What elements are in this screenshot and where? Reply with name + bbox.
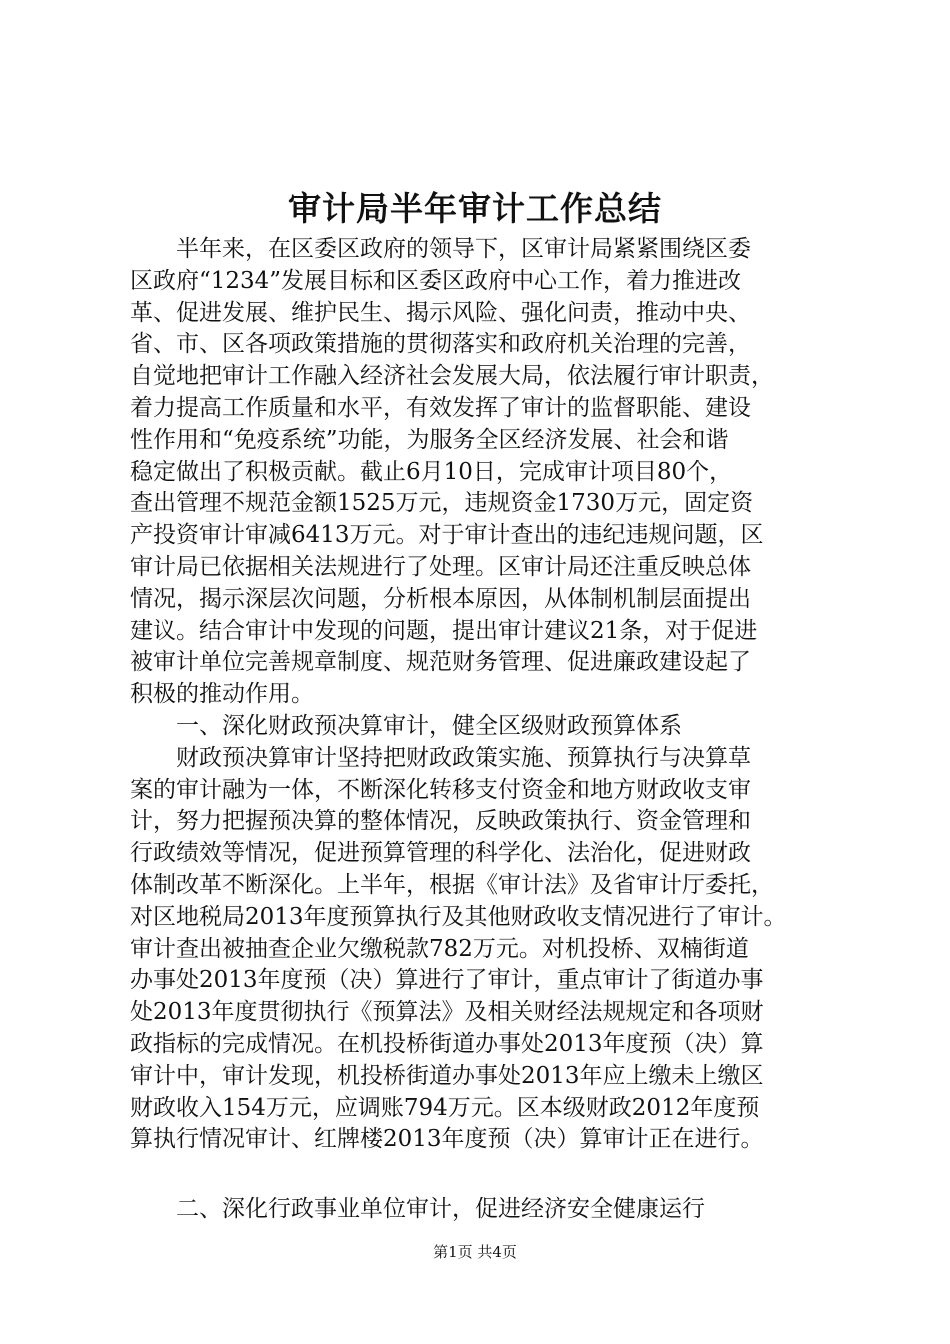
blank-line: [130, 1156, 830, 1194]
paragraph-line: 省、市、区各项政策措施的贯彻落实和政府机关治理的完善，: [130, 331, 751, 358]
paragraph-line: 积极的推动作用。: [130, 681, 314, 708]
paragraph-line: 处2013年度贯彻执行《预算法》及相关财经法规规定和各项财: [130, 999, 764, 1026]
paragraph-line: 性作用和“免疫系统”功能，为服务全区经济发展、社会和谐: [130, 426, 729, 453]
paragraph-line: 审计局已依据相关法规进行了处理。区审计局还注重反映总体: [130, 553, 751, 580]
section-heading: 一、深化财政预决算审计，健全区级财政预算体系: [176, 712, 682, 739]
paragraph-line: 财政收入154万元，应调账794万元。区本级财政2012年度预: [130, 1094, 760, 1121]
paragraph-line: 被审计单位完善规章制度、规范财务管理、促进廉政建设起了: [130, 649, 751, 676]
paragraph-line: 体制改革不断深化。上半年，根据《审计法》及省审计厅委托，: [130, 871, 774, 898]
paragraph-line: 政指标的完成情况。在机投桥街道办事处2013年度预（决）算: [130, 1030, 764, 1057]
paragraph-line: 计，努力把握预决算的整体情况，反映政策执行、资金管理和: [130, 808, 751, 835]
paragraph-line: 半年来，在区委区政府的领导下，区审计局紧紧围绕区委: [176, 236, 751, 262]
paragraph-line: 区政府“1234”发展目标和区委区政府中心工作，着力推进改: [130, 267, 742, 294]
paragraph-line: 情况，揭示深层次问题，分析根本原因，从体制机制层面提出: [130, 585, 751, 612]
paragraph-line: 算执行情况审计、红牌楼2013年度预（决）算审计正在进行。: [130, 1126, 764, 1153]
paragraph-line: 办事处2013年度预（决）算进行了审计，重点审计了街道办事: [130, 967, 764, 994]
paragraph-line: 建议。结合审计中发现的问题，提出审计建议21条，对于促进: [130, 617, 758, 644]
paragraph-line: 革、促进发展、维护民生、揭示风险、强化问责，推动中央、: [130, 299, 751, 326]
paragraph-line: 产投资审计审减6413万元。对于审计查出的违纪违规问题，区: [130, 522, 764, 549]
page-footer: 第1页 共4页: [433, 1243, 517, 1261]
paragraph-line: 着力提高工作质量和水平，有效发挥了审计的监督职能、建设: [130, 394, 751, 421]
section-heading: 二、深化行政事业单位审计，促进经济安全健康运行: [176, 1196, 705, 1223]
paragraph-line: 案的审计融为一体，不断深化转移支付资金和地方财政收支审: [130, 776, 751, 803]
paragraph-line: 审计中，审计发现，机投桥街道办事处2013年应上缴未上缴区: [130, 1062, 764, 1089]
document-body: [130, 234, 830, 1226]
paragraph-line: 自觉地把审计工作融入经济社会发展大局，依法履行审计职责，: [130, 363, 774, 390]
paragraph-line: 稳定做出了积极贡献。截止6月10日，完成审计项目80个，: [130, 458, 733, 485]
paragraph-line: 财政预决算审计坚持把财政政策实施、预算执行与决算草: [176, 744, 751, 771]
document-title: 审计局半年审计工作总结: [288, 189, 662, 228]
paragraph-line: 行政绩效等情况，促进预算管理的科学化、法治化，促进财政: [130, 840, 751, 867]
paragraph-line: 审计查出被抽查企业欠缴税款782万元。对机投桥、双楠街道: [130, 935, 749, 962]
paragraph-line: 查出管理不规范金额1525万元，违规资金1730万元，固定资: [130, 490, 754, 517]
paragraph-line: 对区地税局2013年度预算执行及其他财政收支情况进行了审计。: [130, 903, 787, 930]
